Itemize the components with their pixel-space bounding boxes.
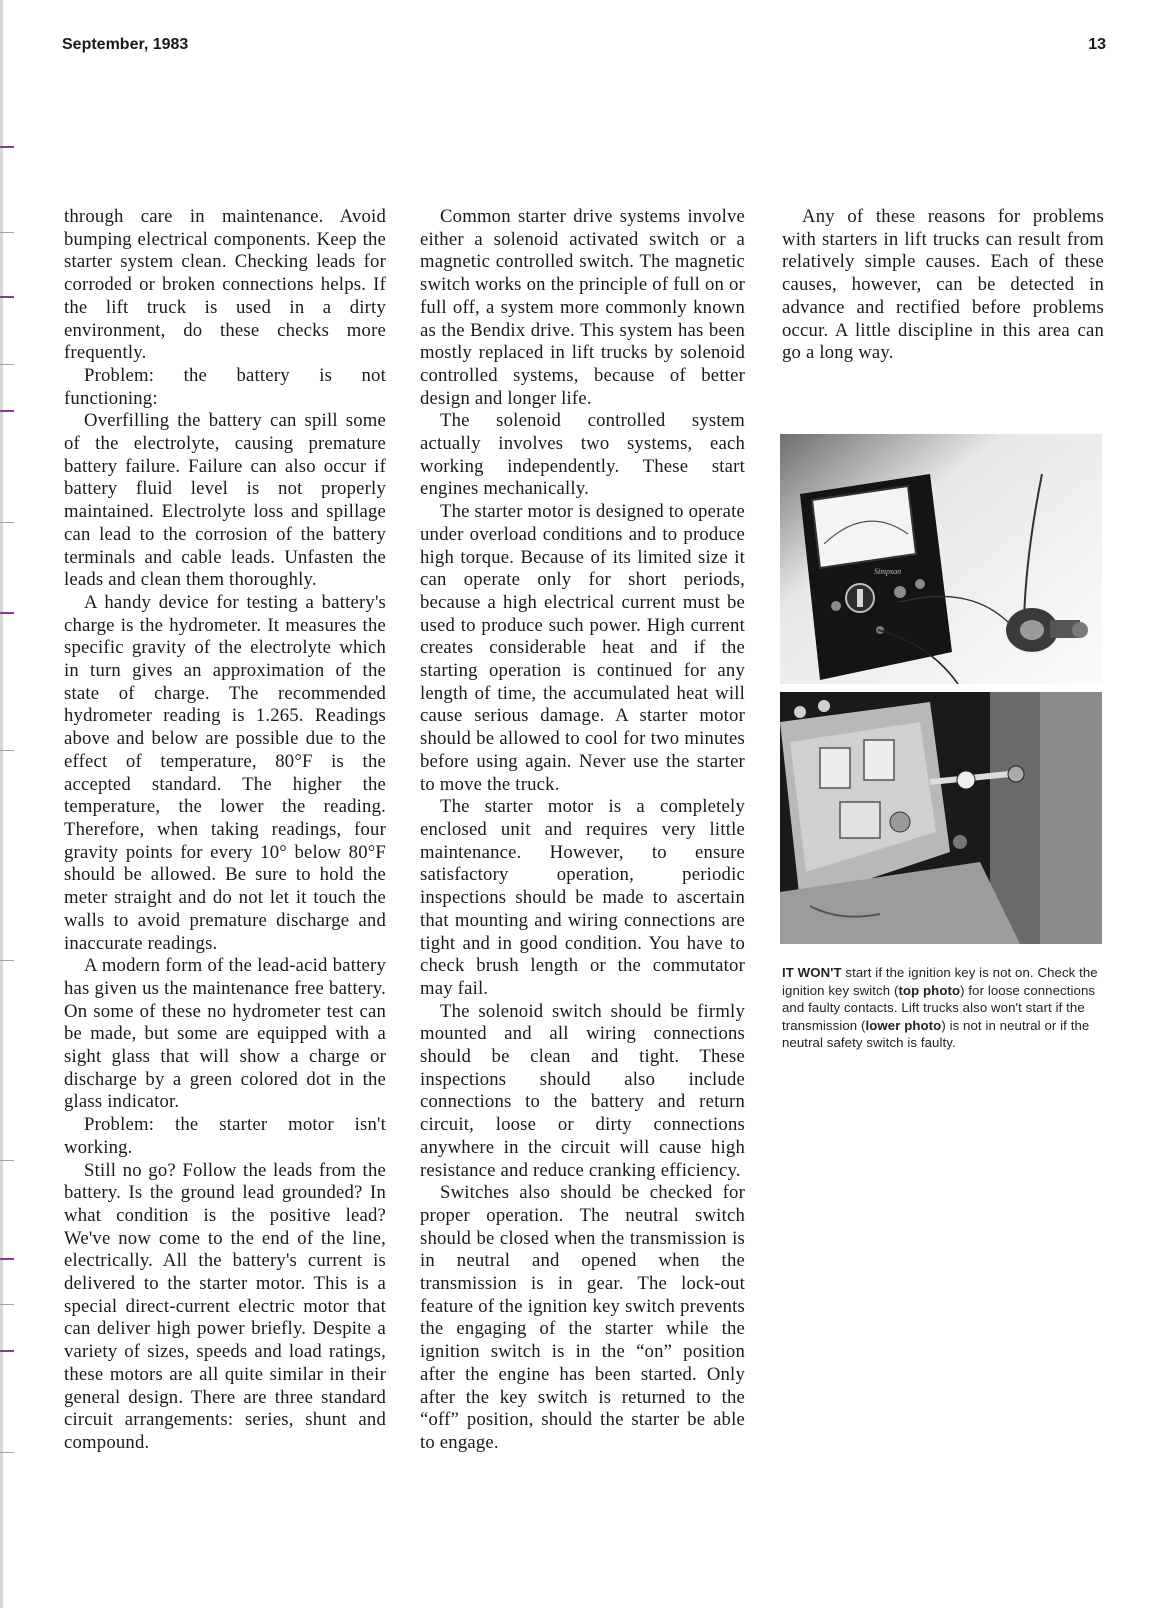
margin-mark — [0, 522, 14, 523]
paragraph: A handy device for testing a battery's charge is the hydrometer. It measures the specific gravity of the electrolyte which in turn gives an approximation of the state of charge. The recommended hydrometer reading is 1.265. Readings above and below are possible due to the effect of temperature, 80°F is the accepted standard. The higher the temperature, the lower the reading. Therefore, when taking readings, four gravity points for every 10° below 80°F should be allowed. Be sure to hold the meter straight and do not let it touch the walls to avoid premature discharge and inaccurate readings. — [64, 591, 386, 954]
caption-text: ) for loose connections and faulty contacts. Lift trucks also won't start if the transmission ( — [782, 982, 1096, 1033]
issue-date: September, 1983 — [62, 36, 189, 53]
photo-caption — [782, 964, 1104, 1052]
margin-mark — [0, 1258, 14, 1260]
caption-text: start if the ignition key is not on. Check the ignition key switch ( — [782, 965, 1098, 998]
caption-lower-photo-ref: lower photo — [865, 1017, 942, 1033]
margin-mark — [0, 1160, 14, 1161]
caption-top-photo-ref: top photo — [898, 982, 961, 998]
margin-mark — [0, 296, 14, 298]
paragraph: Overfilling the battery can spill some of the electrolyte, causing premature battery failure. Failure can also occur if battery fluid level is not properly maintained. Electrolyte loss and spillage can lead to the corrosion of the battery terminals and cable leads. Unfasten the leads and clean them thoroughly. — [64, 410, 386, 591]
scan-edge — [0, 0, 3, 1608]
page-number: 13 — [1088, 36, 1106, 53]
ignition-key-switch-photo — [780, 434, 1102, 684]
paragraph: Still no go? Follow the leads from the battery. Is the ground lead grounded? In what condition is the positive lead? We've now come to the end of the line, electrically. All the battery's current is delivered to the starter motor. This is a special direct-current electric motor that can deliver high power briefly. Despite a variety of sizes, speeds and load ratings, these motors are all quite similar in their general design. There are three standard circuit arrangements: series, shunt and compound. — [64, 1159, 386, 1453]
meter-brand-label: Simpson — [874, 567, 902, 576]
margin-mark — [0, 750, 14, 751]
margin-mark — [0, 1350, 14, 1352]
transmission-photo — [780, 692, 1102, 944]
caption-text: ) is not in neutral or if the neutral safety switch is faulty. — [782, 1017, 1090, 1050]
text-column-1 — [64, 206, 386, 1455]
paragraph: through care in maintenance. Avoid bumping electrical components. Keep the starter system clean. Checking leads for corroded or broken connections helps. If the lift truck is used in a dirty environment, do these checks more frequently. — [64, 206, 386, 364]
margin-mark — [0, 960, 14, 961]
paragraph: The starter motor is a completely enclosed unit and requires very little maintenance. However, to ensure satisfactory operation, periodic inspections should be made to ascertain that mounting and wiring connections are tight and in good condition. You have to check brush length or the commutator may fail. — [420, 796, 745, 999]
paragraph: Switches also should be checked for proper operation. The neutral switch should be closed when the transmission is in neutral and opened when the transmission is in gear. The lock-out feature of the ignition key switch prevents the engaging of the starter while the ignition switch is in the “on” position after the engine has been started. Only after the key switch is returned to the “off” position, should the starter be able to engage. — [420, 1182, 745, 1453]
margin-mark — [0, 146, 14, 148]
paragraph: A modern form of the lead-acid battery has given us the maintenance free battery. On some of these no hydrometer test can be made, but some are equipped with a sight glass that will show a charge or discharge by a green colored dot in the glass indicator. — [64, 955, 386, 1113]
paragraph: The solenoid switch should be firmly mounted and all wiring connections should be clean and tight. These inspections should also include connections to the battery and return circuit, loose or dirty connections anywhere in the circuit will cause high resistance and reduce cranking efficiency. — [420, 1000, 745, 1181]
margin-mark — [0, 612, 14, 614]
margin-mark — [0, 232, 14, 233]
paragraph: Problem: the battery is not functioning: — [64, 364, 386, 409]
caption-lead: IT WON'T — [782, 965, 842, 980]
margin-mark — [0, 1304, 14, 1305]
paragraph: Problem: the starter motor isn't working. — [64, 1114, 386, 1158]
margin-mark — [0, 1452, 14, 1453]
margin-mark — [0, 410, 14, 412]
text-column-3 — [782, 206, 1104, 365]
paragraph: Any of these reasons for problems with starters in lift trucks can result from relatively simple causes. Each of these causes, however, can be detected in advance and rectified before problems occur. A little discipline in this area can go a long way. — [782, 206, 1104, 364]
paragraph: Common starter drive systems involve either a solenoid activated switch or a magnetic controlled switch. The magnetic switch works on the principle of full on or full off, a system more commonly known as the Bendix drive. This system has been mostly replaced in lift trucks by solenoid controlled systems, because of better design and longer life. — [420, 206, 745, 409]
page-header — [62, 36, 1106, 58]
paragraph: The starter motor is designed to operate under overload conditions and to produce high torque. Because of its limited size it can operate only for short periods, because a high electrical current must be used to produce such power. High current creates considerable heat and if the starting operation is continued for any length of time, the accumulated heat will cause serious damage. A starter motor should be allowed to cool for two minutes before using again. Never use the starter to move the truck. — [420, 501, 745, 795]
text-column-2 — [420, 206, 745, 1455]
paragraph: The solenoid controlled system actually involves two systems, each working independently. These start engines mechanically. — [420, 410, 745, 500]
margin-mark — [0, 364, 14, 365]
